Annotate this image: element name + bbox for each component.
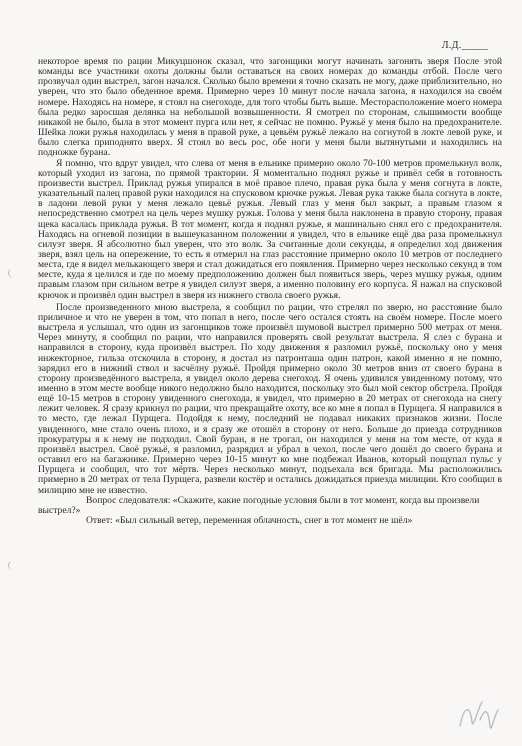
- binding-hole-mark: [8, 560, 18, 570]
- binding-hole-mark: [8, 268, 18, 278]
- paragraph: Я помню, что вдруг увидел, что слева от меня в ельнике примерно около 70-100 метров промелькнул волк, который уходил из загона, по прямой трактории. Я моментально поднял ружье и привёл себя в готовность произвести выстрел. Приклад ружья упирался в моё правое плечо, правая рука была у меня согнута в локте, указательный палец правой руки находился на спусковом крючке ружья. Левая рука также была согнута в локте, в ладони левой руки у меня лежало цевьё ружья. Левый глаз у меня был закрыт, а правым глазом я непосредственно смотрел на цель через мушку ружья. Голова у меня была наклонена в правую сторону, правая щека касалась приклада ружья. В тот момент, когда я поднял ружье, я машинально снял его с предохранителя. Находясь на огневой позиции в вышеуказанном положении я увидел, что в ельнике ещё два раза промелькнул силуэт зверя. Я абсолютно был уверен, что это волк. За считанные доли секунды, я определил ход движения зверя, взял цель на опережение, то есть я отмерил на глаз расстояние примерно около 10 метров от последнего места, где я видел мелькающего зверя и стал дожидаться его появления. Примерно через несколько секунд в том месте, куда я целился и где по моему предположению должен был появиться зверь, через мушку ружья, одним правым глазом при сильном ветре я увидел силуэт зверя, а именно половину его корпуса. Я нажал на спусковой крючок и произвёл один выстрел в зверя из нижнего ствола своего ружья.: [38, 157, 502, 301]
- page-marker: Л.Д._____: [441, 40, 488, 51]
- document-body: [38, 57, 502, 736]
- witness-answer: Ответ: «Был сильный ветер, переменная облачность, снег в тот момент не шёл»: [86, 515, 413, 527]
- signature-mark: [454, 696, 502, 738]
- paragraph: После произведенного мною выстрела, я сообщил по рации, что стрелял по зверю, но расстояние было приличное и что не уверен в том, что попал в него, после чего остался стоять на своём номере. После моего выстрела я услышал, что один из загонщиков тоже произвёл шумовой выстрел примерно 500 метрах от меня. Через минуту, я сообщил по рации, что направился проверять свой результат выстрела. Я слез с бурана и направился в сторону, куда произвёл выстрел. По ходу движения я разломил ружьё, поскольку оно у меня инжекторное, гильза отскочила в сторону, я достал из патронташа один патрон, какой именно я не помню, зарядил его в нижний ствол и засчёлну ружьё. Пройдя примерно около 30 метров вниз от своего бурана в сторону произведённого выстрела, я увидел около дерева снегоход. Я очень удивился увиденному потому, что именно в этом месте вообще никого недолжно было находится, поскольку это был мой сектор обстрела. Пройдя ещё 10-15 метров в сторону увиденного снегохода, я увидел, что примерно в 20 метрах от снегохода на снегу лежит человек. Я сразу крикнул по рации, что прекращайте охоту, все ко мне я попал в Пурщега. Я направился в то место, где лежал Пурщега. Подойдя к нему, последний не подавал никаких признаков жизни. После увиденного, мне стало очень плохо, и я сразу же отошёл в сторону от него. Больше до приезда сотрудников прокуратуры я к нему не подходил. Свой буран, я не трогал, он находился у меня на том месте, от куда я произвёл выстрел. Своё ружьё, я разломил, разрядил и убрал в чехол, после чего дошёл до своего бурана и оставил его на багажнике. Примерно через 10-15 минут ко мне подбежал Иванов, который пощупал пульс у Пурщега и сообщил, что тот мёртв. Через несколько минут, подъехала вся бригада. Мы расположились примерно в 20 метрах от тела Пурщега, развели костёр и остались дожидаться приезда милиции. Кто сообщил в милицию мне не известно.: [38, 301, 502, 496]
- investigator-question: Вопрос следователя: «Скажите, какие погодные условия были в тот момент, когда вы произвели выстрел?»: [38, 494, 480, 516]
- paragraph: некоторое время по рации Микуцшонок сказал, что загонщики могут начинать загонять зверя После этой команды все участники охоты должны были оставаться на своих номерах до команды отбой. После чего прозвучал один выстрел, загон начался. Сколько было времени я точно сказать не могу, даже приблизительно, но уверен, что это было обеденное время. Примерно через 10 минут после начала загона, я находился на своём номере. Находясь на номере, я стоял на снегоходе, для того чтобы быть выше. Месторасположение моего номера была редко заросшая делянка на небольшой возвышенности. Я смотрел по сторонам, слышимости вообще никакой не было, была в этот момент пурга или нет, я сейчас не помню. Ружьё у меня было на предохранителе. Шейка ложи ружья находилась у меня в правой руке, а цевьём ружьё лежало на согнутой в локте левой руке, и было слегка приподнято вверх. Я стоял во весь рос, обе ноги у меня были вытянутыми и находились на подножке бурана.: [38, 56, 502, 159]
